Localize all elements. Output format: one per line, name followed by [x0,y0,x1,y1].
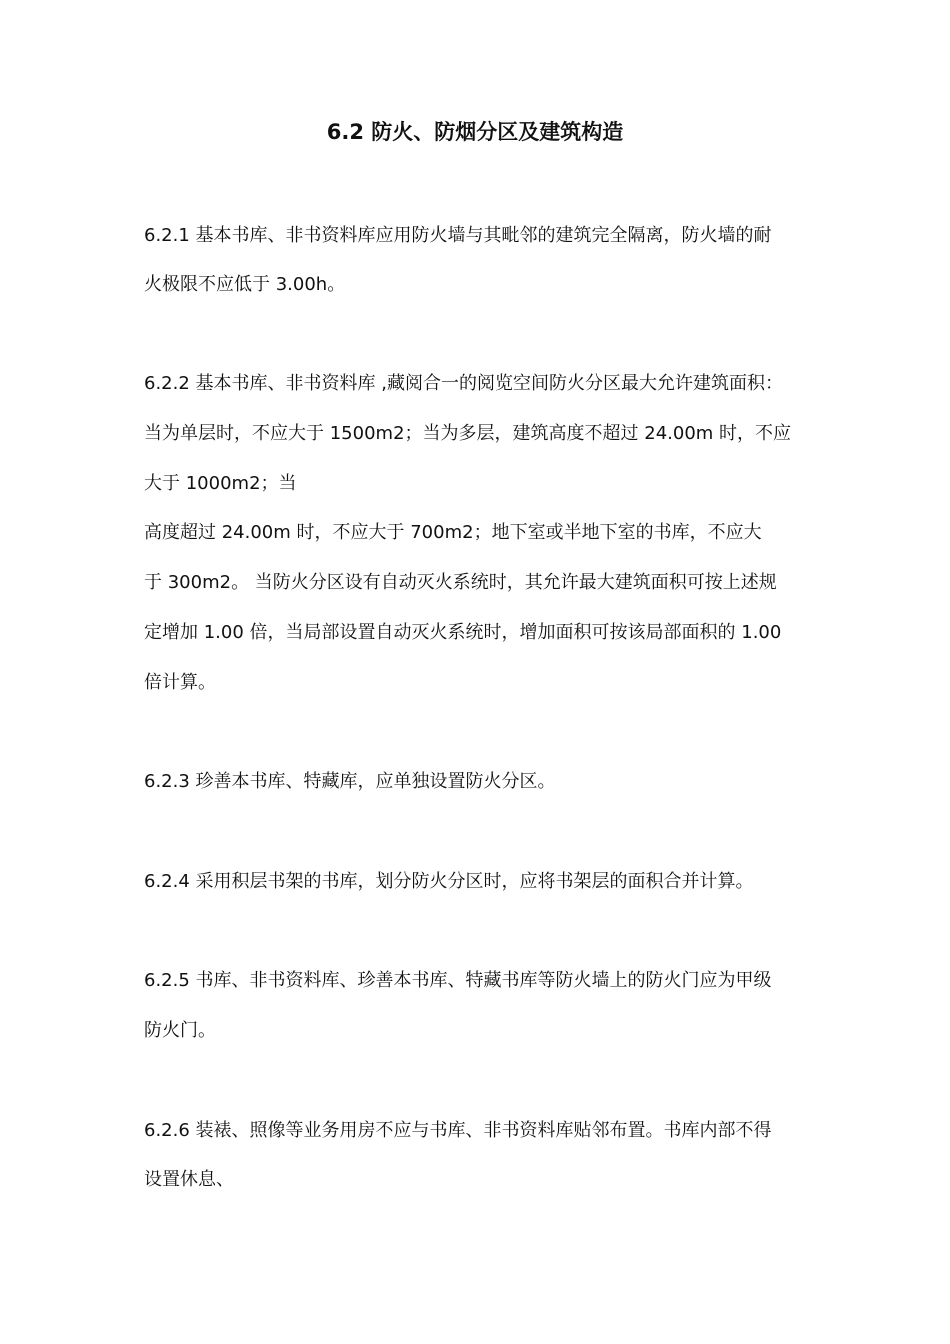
paragraph-6-2-2-line-1: 6.2.2 基本书库、非书资料库 ,藏阅合一的阅览空间防火分区最大允许建筑面积： [144,373,783,394]
paragraph-6-2-2-line-3: 大于 1000m2；当 [144,473,297,494]
section-title: 6.2 防火、防烟分区及建筑构造 [326,120,624,144]
paragraph-6-2-2-line-5: 于 300m2。 当防火分区设有自动灭火系统时，其允许最大建筑面积可按上述规 [144,572,777,593]
paragraph-6-2-2-line-2: 当为单层时，不应大于 1500m2；当为多层，建筑高度不超过 24.00m 时，不应 [144,423,792,444]
paragraph-6-2-1-line-2: 火极限不应低于 3.00h。 [144,274,346,295]
paragraph-6-2-5-line-1: 6.2.5 书库、非书资料库、珍善本书库、特藏书库等防火墙上的防火门应为甲级 [144,970,772,991]
paragraph-6-2-2-line-7: 倍计算。 [144,672,216,693]
paragraph-6-2-6-line-1: 6.2.6 装裱、照像等业务用房不应与书库、非书资料库贴邻布置。书库内部不得 [144,1120,772,1141]
paragraph-6-2-2-line-4: 高度超过 24.00m 时，不应大于 700m2；地下室或半地下室的书库，不应大 [144,522,762,543]
paragraph-6-2-3-line-1: 6.2.3 珍善本书库、特藏库，应单独设置防火分区。 [144,771,556,792]
paragraph-6-2-1-line-1: 6.2.1 基本书库、非书资料库应用防火墙与其毗邻的建筑完全隔离，防火墙的耐 [144,225,772,246]
paragraph-6-2-4-line-1: 6.2.4 采用积层书架的书库，划分防火分区时，应将书架层的面积合并计算。 [144,871,754,892]
paragraph-6-2-2-line-6: 定增加 1.00 倍，当局部设置自动灭火系统时，增加面积可按该局部面积的 1.00 [144,622,782,643]
paragraph-6-2-6-line-2: 设置休息、 [144,1169,234,1190]
paragraph-6-2-5-line-2: 防火门。 [144,1020,216,1041]
